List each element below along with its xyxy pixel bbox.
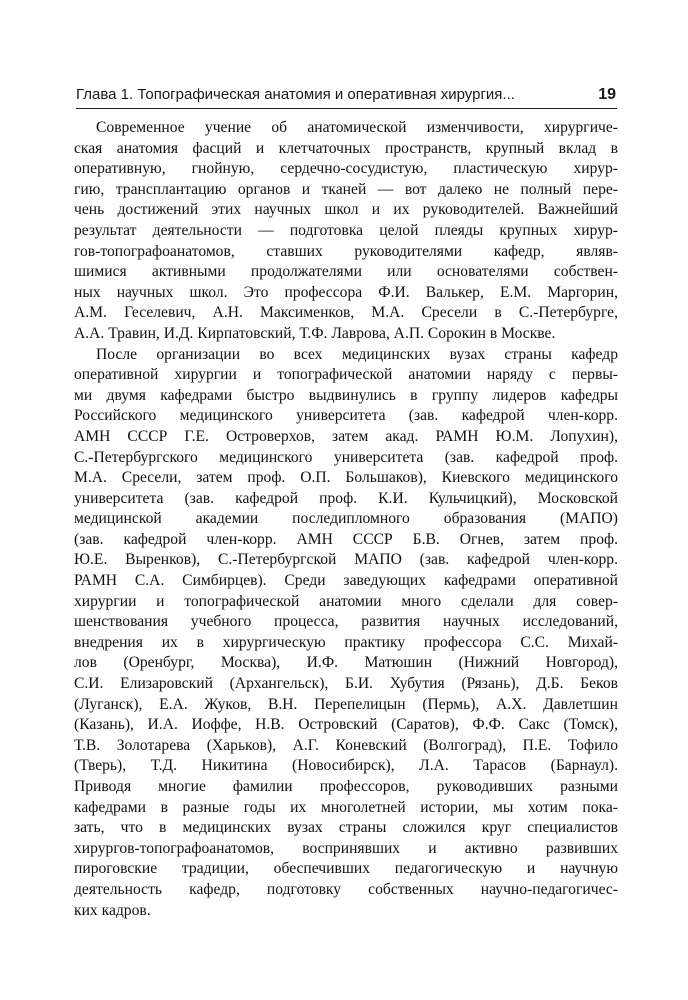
text-line: результат деятельности — подготовка целой плеяды крупных хирур-	[74, 221, 618, 239]
text-line: ных научных школ. Это профессора Ф.И. Валькер, Е.М. Маргорин,	[74, 283, 618, 301]
text-line: Ю.Е. Выренков), С.-Петербургской МАПО (зав. кафедрой член-корр.	[74, 551, 618, 569]
text-line: РАМН С.А. Симбирцев). Среди заведующих кафедрами оперативной	[74, 572, 618, 590]
paragraph	[74, 345, 618, 922]
text-line: ми двумя кафедрами быстро выдвинулись в группу лидеров кафедры	[74, 386, 618, 404]
text-line: шимися активными продолжателями или основателями собствен-	[74, 263, 618, 281]
text-line: С.-Петербургского медицинского университета (зав. кафедрой проф.	[74, 448, 618, 466]
chapter-title: Глава 1. Топографическая анатомия и оперативная хирургия...	[76, 86, 515, 103]
text-line: оперативной хирургии и топографической анатомии наряду с первы-	[74, 366, 618, 384]
text-line: медицинской академии последипломного образования (МАПО)	[74, 510, 618, 528]
text-line: кафедрами в разные годы их многолетней истории, мы хотим пока-	[74, 798, 618, 816]
text-line: Российского медицинского университета (зав. кафедрой член-корр.	[74, 407, 618, 425]
text-line: хирургов-топографоанатомов, воспринявших и активно развивших	[74, 839, 618, 857]
text-line: А.М. Геселевич, А.Н. Максименков, М.А. Сресели в С.-Петербурге,	[74, 304, 618, 322]
body-text	[74, 118, 618, 921]
text-line: внедрения их в хирургическую практику профессора С.С. Михай-	[74, 633, 618, 651]
text-line: лов (Оренбург, Москва), И.Ф. Матюшин (Нижний Новгород),	[74, 654, 618, 672]
page-number: 19	[598, 86, 616, 103]
text-line: Современное учение об анатомической изменчивости, хирургиче-	[96, 119, 618, 136]
text-line: После организации во всех медицинских вузах страны кафедр	[96, 345, 618, 363]
text-line: университета (зав. кафедрой проф. К.И. Кульчицкий), Московской	[74, 489, 618, 507]
text-line: Т.В. Золотарева (Харьков), А.Г. Коневский (Волгоград), П.Е. Тофило	[74, 736, 618, 754]
text-line: А.А. Травин, И.Д. Кирпатовский, Т.Ф. Лаврова, А.П. Сорокин в Москве.	[74, 324, 556, 342]
text-line: хирургии и топографической анатомии много сделали для совер-	[74, 592, 618, 610]
text-line: (Луганск), Е.А. Жуков, В.Н. Перепелицын (Пермь), А.Х. Давлетшин	[74, 695, 618, 713]
text-line: шенствования учебного процесса, развития научных исследований,	[74, 613, 618, 631]
text-line: (зав. кафедрой член-корр. АМН СССР Б.В. Огнев, затем проф.	[74, 530, 618, 548]
text-line: (Казань), И.А. Иоффе, Н.В. Островский (Саратов), Ф.Ф. Сакс (Томск),	[74, 716, 618, 734]
text-line: С.И. Елизаровский (Архангельск), Б.И. Хубутия (Рязань), Д.Б. Беков	[74, 675, 618, 693]
text-line: ская анатомия фасций и клетчаточных пространств, крупный вклад в	[74, 139, 618, 157]
text-line: (Тверь), Т.Д. Никитина (Новосибирск), Л.А. Тарасов (Барнаул).	[74, 757, 618, 775]
running-header	[76, 86, 616, 106]
text-line: М.А. Сресели, затем проф. О.П. Большаков), Киевского медицинского	[74, 469, 618, 487]
text-line: пироговские традиции, обеспечивших педагогическую и научную	[74, 860, 618, 878]
text-line: гов-топографоанатомов, ставших руководителями кафедр, являв-	[74, 242, 618, 260]
text-line: деятельность кафедр, подготовку собственных научно-педагогичес-	[74, 880, 618, 898]
text-line: Приводя многие фамилии профессоров, руководивших разными	[74, 778, 618, 795]
text-line: чень достижений этих научных школ и их руководителей. Важнейший	[74, 201, 618, 219]
text-line: зать, что в медицинских вузах страны сложился круг специалистов	[74, 819, 618, 837]
text-line: АМН СССР Г.Е. Островерхов, затем акад. РАМН Ю.М. Лопухин),	[74, 427, 618, 445]
paragraph	[74, 118, 618, 345]
text-line: оперативную, гнойную, сердечно-сосудистую, пластическую хирур-	[74, 160, 618, 178]
text-line: ких кадров.	[74, 901, 151, 919]
header-rule	[76, 108, 617, 109]
text-line: гию, трансплантацию органов и тканей — вот далеко не полный пере-	[74, 180, 618, 198]
